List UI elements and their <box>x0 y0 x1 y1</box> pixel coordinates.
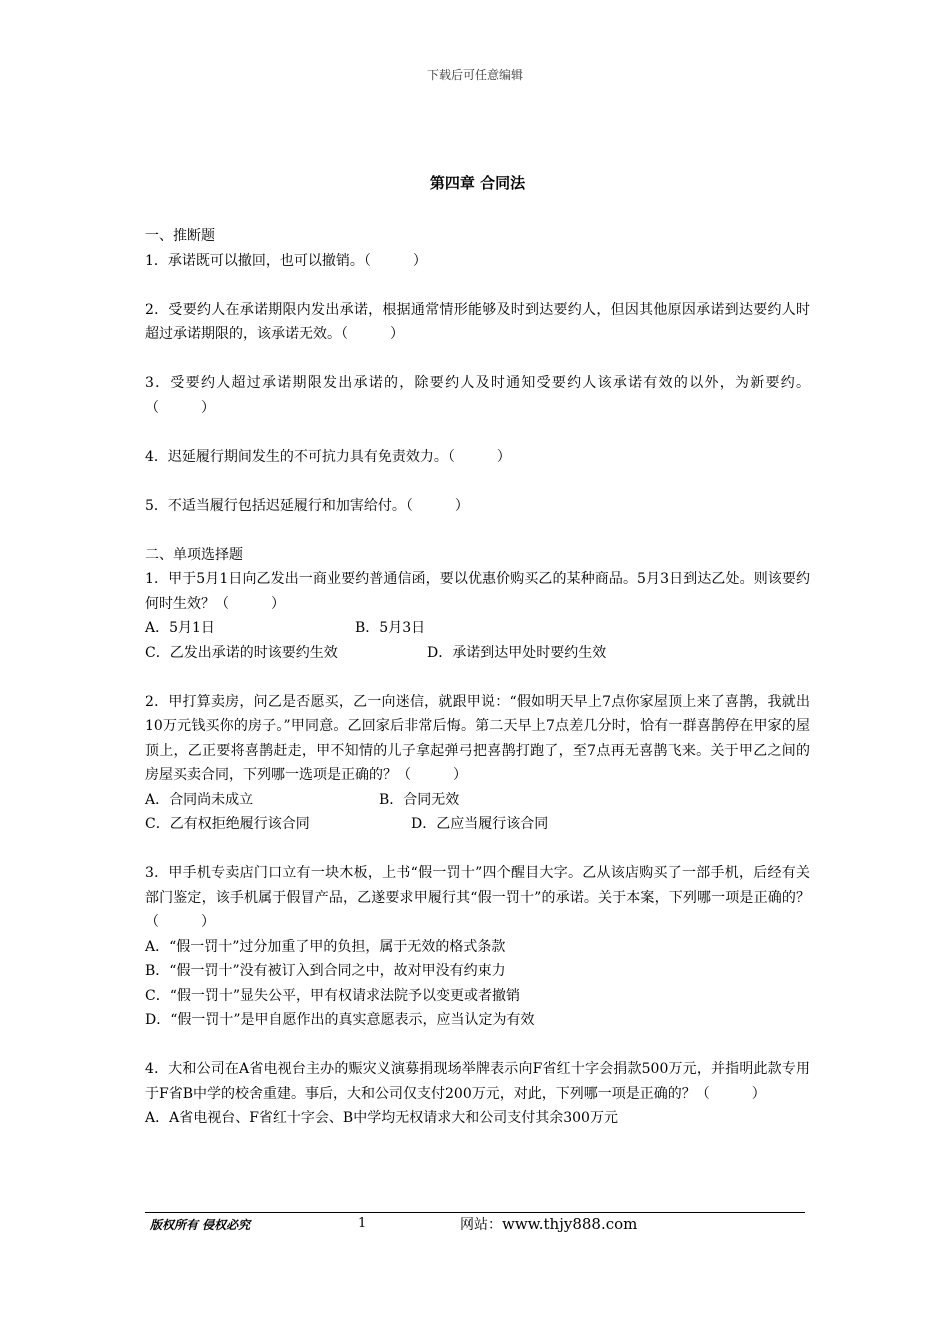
option-row <box>145 641 810 666</box>
question-stem: 2．甲打算卖房，问乙是否愿买，乙一向迷信，就跟甲说：“假如明天早上7点你家屋顶上来了喜鹊，我就出10万元钱买你的房子。”甲同意。乙回家后非常后悔。第二天早上7点差几分时，恰有一群喜鹊停在甲家的屋顶上，乙正要将喜鹊赶走，甲不知情的儿子拿起弹弓把喜鹊打跑了，至7点再无喜鹊飞来。关于甲乙之间的房屋买卖合同，下列哪一选项是正确的？（ ） <box>145 693 810 783</box>
option-a: A．5月1日 <box>145 620 215 636</box>
judgment-item-4: 4．迟延履行期间发生的不可抗力具有免责效力。（ ） <box>145 448 511 465</box>
chapter-title: 第四章 合同法 <box>429 174 526 192</box>
judgment-item-5: 5．不适当履行包括迟延履行和加害给付。（ ） <box>145 497 469 514</box>
question-stem: 3．甲手机专卖店门口立有一块木板，上书“假一罚十”四个醒目大字。乙从该店购买了一部手机，后经有关部门鉴定，该手机属于假冒产品，乙遂要求甲履行其“假一罚十”的承诺。关于本案，下列哪一项是正确的？（ ） <box>145 865 810 930</box>
page-footer <box>150 1214 810 1238</box>
option-c: C．“假一罚十”显失公平，甲有权请求法院予以变更或者撤销 <box>145 987 521 1004</box>
section-heading-single-choice: 二、单项选择题 <box>145 546 243 563</box>
footer-copyright: 版权所有 侵权必究 <box>150 1218 251 1232</box>
section-judgment <box>145 224 810 518</box>
option-row <box>145 788 810 813</box>
footer-divider <box>145 1212 805 1213</box>
option-c: C．乙有权拒绝履行该合同 <box>145 816 310 832</box>
footer-website <box>460 1214 637 1234</box>
option-a: A．“假一罚十”过分加重了甲的负担，属于无效的格式条款 <box>145 938 506 955</box>
question-3 <box>145 861 810 1033</box>
option-a: A．合同尚未成立 <box>145 791 254 808</box>
option-b: B．“假一罚十”没有被订入到合同之中，故对甲没有约束力 <box>145 963 506 979</box>
option-d: D．乙应当履行该合同 <box>411 816 549 832</box>
option-row <box>145 812 810 837</box>
section-single-choice <box>145 543 810 1131</box>
footer-site-label: 网站： <box>460 1217 502 1233</box>
page-header: 下载后可任意编辑 <box>426 68 523 82</box>
question-2 <box>145 690 810 837</box>
option-row <box>145 616 810 641</box>
option-b: B．5月3日 <box>355 620 426 636</box>
judgment-item-1: 1．承诺既可以撤回，也可以撤销。（ ） <box>145 252 427 269</box>
question-stem: 4．大和公司在A省电视台主办的赈灾义演募捐现场举牌表示向F省红十字会捐款500万元，并指明此款专用于F省B中学的校舍重建。事后，大和公司仅支付200万元，对此，下列哪一项是正确的？（ ） <box>145 1061 810 1102</box>
document-body <box>145 172 810 1131</box>
option-d: D．承诺到达甲处时要约生效 <box>427 644 607 661</box>
option-b: B．合同无效 <box>379 791 460 808</box>
page-number: 1 <box>358 1216 367 1231</box>
question-stem: 1．甲于5月1日向乙发出一商业要约普通信函，要以优惠价购买乙的某种商品。5月3日到达乙处。则该要约何时生效？（ ） <box>145 571 810 612</box>
footer-site-url[interactable]: www.thjy888.com <box>502 1215 638 1233</box>
option-d: D．“假一罚十”是甲自愿作出的真实意愿表示，应当认定为有效 <box>145 1012 535 1028</box>
option-c: C．乙发出承诺的时该要约生效 <box>145 644 338 661</box>
option-a: A．A省电视台、F省红十字会、B中学均无权请求大和公司支付其余300万元 <box>145 1110 618 1126</box>
section-heading-judgment: 一、推断题 <box>145 228 215 244</box>
question-4 <box>145 1057 810 1131</box>
question-1 <box>145 567 810 665</box>
judgment-item-2: 2．受要约人在承诺期限内发出承诺，根据通常情形能够及时到达要约人，但因其他原因承诺到达要约人时超过承诺期限的，该承诺无效。（ ） <box>145 301 810 342</box>
judgment-item-3: 3．受要约人超过承诺期限发出承诺的，除要约人及时通知受要约人该承诺有效的以外，为新要约。（ ） <box>145 375 810 416</box>
